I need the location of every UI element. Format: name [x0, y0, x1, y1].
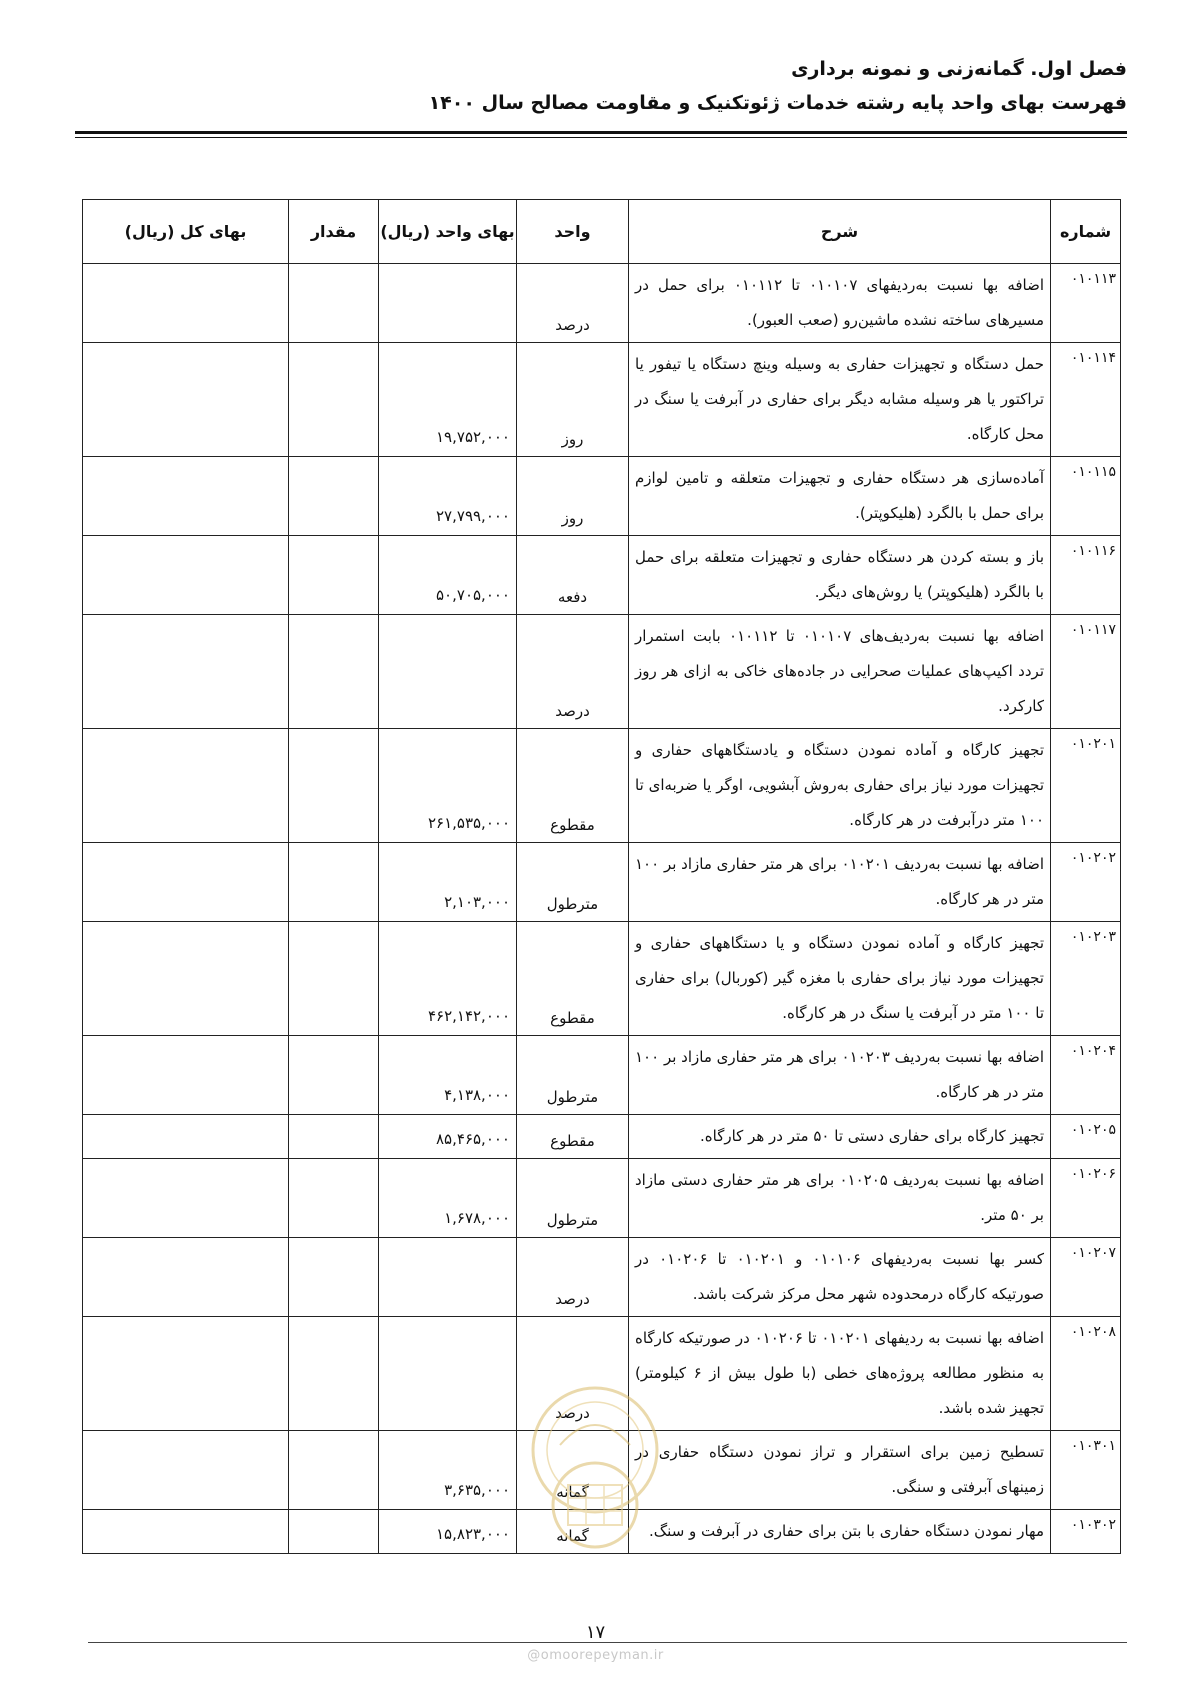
row-total-price: [83, 1510, 289, 1554]
row-total-price: [83, 343, 289, 457]
row-unit-price: ۲۷,۷۹۹,۰۰۰: [379, 457, 517, 536]
row-quantity: [289, 457, 379, 536]
row-unit: گمانه: [517, 1431, 629, 1510]
row-quantity: [289, 536, 379, 615]
row-total-price: [83, 457, 289, 536]
table-row: [83, 843, 1121, 922]
column-header-unit: واحد: [517, 200, 629, 264]
row-description: تجهیز کارگاه و آماده نمودن دستگاه و یا دستگاههای حفاری و تجهیزات مورد نیاز برای حفاری با مغزه گیر (کوربال) برای حفاری تا ۱۰۰ متر در آبرفت یا سنگ در هر کارگاه.: [629, 922, 1051, 1036]
table-row: [83, 729, 1121, 843]
row-quantity: [289, 1159, 379, 1238]
row-quantity: [289, 1510, 379, 1554]
row-number: ۰۱۰۲۰۶: [1051, 1159, 1121, 1238]
row-description: اضافه بها نسبت به‌ردیف ۰۱۰۲۰۳ برای هر متر حفاری مازاد بر ۱۰۰ متر در هر کارگاه.: [629, 1036, 1051, 1115]
row-unit-price: ۱۹,۷۵۲,۰۰۰: [379, 343, 517, 457]
table-row: [83, 1431, 1121, 1510]
row-number: ۰۱۰۱۱۴: [1051, 343, 1121, 457]
row-unit: درصد: [517, 264, 629, 343]
row-quantity: [289, 1238, 379, 1317]
row-unit: دفعه: [517, 536, 629, 615]
column-header-description: شرح: [629, 200, 1051, 264]
row-number: ۰۱۰۲۰۵: [1051, 1115, 1121, 1159]
row-quantity: [289, 1317, 379, 1431]
row-unit-price: ۵۰,۷۰۵,۰۰۰: [379, 536, 517, 615]
row-total-price: [83, 1036, 289, 1115]
row-unit: مترطول: [517, 1159, 629, 1238]
row-quantity: [289, 264, 379, 343]
table-row: [83, 1238, 1121, 1317]
table-row: [83, 536, 1121, 615]
row-description: آماده‌سازی هر دستگاه حفاری و تجهیزات متعلقه و تامین لوازم برای حمل با بالگرد (هلیکوپتر).: [629, 457, 1051, 536]
row-description: اضافه بها نسبت به‌ردیف ۰۱۰۲۰۱ برای هر متر حفاری مازاد بر ۱۰۰ متر در هر کارگاه.: [629, 843, 1051, 922]
row-unit: مقطوع: [517, 1115, 629, 1159]
row-unit: مترطول: [517, 1036, 629, 1115]
row-description: تجهیز کارگاه و آماده نمودن دستگاه و یادستگاههای حفاری و تجهیزات مورد نیاز برای حفاری به‌روش آبشویی، اوگر یا ضربه‌ای تا ۱۰۰ متر درآبرفت در هر کارگاه.: [629, 729, 1051, 843]
row-unit-price: ۲,۱۰۳,۰۰۰: [379, 843, 517, 922]
row-description: مهار نمودن دستگاه حفاری با بتن برای حفاری در آبرفت و سنگ.: [629, 1510, 1051, 1554]
row-total-price: [83, 1159, 289, 1238]
table-row: [83, 457, 1121, 536]
table-row: [83, 922, 1121, 1036]
row-quantity: [289, 922, 379, 1036]
row-quantity: [289, 343, 379, 457]
header-rule-thin: [75, 137, 1127, 138]
chapter-title: فصل اول. گمانه‌زنی و نمونه برداری: [791, 58, 1127, 80]
row-unit: گمانه: [517, 1510, 629, 1554]
row-total-price: [83, 615, 289, 729]
page-header: [75, 52, 1127, 120]
document-title: فهرست بهای واحد پایه رشته خدمات ژئوتکنیک و مقاومت مصالح سال ۱۴۰۰: [428, 92, 1127, 114]
row-unit-price: ۴۶۲,۱۴۲,۰۰۰: [379, 922, 517, 1036]
row-unit: مقطوع: [517, 922, 629, 1036]
row-number: ۰۱۰۲۰۱: [1051, 729, 1121, 843]
row-unit: مقطوع: [517, 729, 629, 843]
row-number: ۰۱۰۱۱۶: [1051, 536, 1121, 615]
table-body: [83, 264, 1121, 1554]
watermark-text: @omoorepeyman.ir: [527, 1648, 664, 1663]
table-row: [83, 1510, 1121, 1554]
row-number: ۰۱۰۱۱۷: [1051, 615, 1121, 729]
row-description: حمل دستگاه و تجهیزات حفاری به وسیله وینچ دستگاه یا تیفور یا تراکتور یا هر وسیله مشابه دیگر برای حفاری در آبرفت یا سنگ در محل کارگاه.: [629, 343, 1051, 457]
page-number: ۱۷: [585, 1622, 606, 1643]
row-quantity: [289, 1115, 379, 1159]
row-unit: درصد: [517, 1317, 629, 1431]
row-quantity: [289, 1036, 379, 1115]
row-unit-price: ۱۵,۸۲۳,۰۰۰: [379, 1510, 517, 1554]
row-total-price: [83, 729, 289, 843]
row-number: ۰۱۰۳۰۱: [1051, 1431, 1121, 1510]
row-unit-price: ۱,۶۷۸,۰۰۰: [379, 1159, 517, 1238]
column-header-number: شماره: [1051, 200, 1121, 264]
table-row: [83, 1036, 1121, 1115]
table-row: [83, 1159, 1121, 1238]
row-description: تجهیز کارگاه برای حفاری دستی تا ۵۰ متر در هر کارگاه.: [629, 1115, 1051, 1159]
row-total-price: [83, 536, 289, 615]
row-number: ۰۱۰۲۰۳: [1051, 922, 1121, 1036]
row-description: اضافه بها نسبت به‌ردیف‌های ۰۱۰۱۰۷ تا ۰۱۰۱۱۲ بابت استمرار تردد اکیپ‌های عملیات صحرایی در جاده‌های خاکی به ازای هر روز کارکرد.: [629, 615, 1051, 729]
column-header-unit-price: بهای واحد (ریال): [379, 200, 517, 264]
row-unit: مترطول: [517, 843, 629, 922]
row-unit: روز: [517, 457, 629, 536]
table-row: [83, 343, 1121, 457]
row-unit-price: [379, 615, 517, 729]
row-quantity: [289, 729, 379, 843]
row-number: ۰۱۰۱۱۳: [1051, 264, 1121, 343]
row-unit: روز: [517, 343, 629, 457]
row-description: اضافه بها نسبت به‌ردیفهای ۰۱۰۱۰۷ تا ۰۱۰۱۱۲ برای حمل در مسیرهای ساخته نشده ماشین‌رو (صعب العبور).: [629, 264, 1051, 343]
row-number: ۰۱۰۲۰۸: [1051, 1317, 1121, 1431]
row-description: کسر بها نسبت به‌ردیفهای ۰۱۰۱۰۶ و ۰۱۰۲۰۱ تا ۰۱۰۲۰۶ در صورتیکه کارگاه درمحدوده شهر محل مرکز شرکت باشد.: [629, 1238, 1051, 1317]
row-unit-price: [379, 264, 517, 343]
row-description: تسطیح زمین برای استقرار و تراز نمودن دستگاه حفاری در زمینهای آبرفتی و سنگی.: [629, 1431, 1051, 1510]
column-header-quantity: مقدار: [289, 200, 379, 264]
row-description: اضافه بها نسبت به‌ردیف ۰۱۰۲۰۵ برای هر متر حفاری دستی مازاد بر ۵۰ متر.: [629, 1159, 1051, 1238]
row-description: اضافه بها نسبت به ردیفهای ۰۱۰۲۰۱ تا ۰۱۰۲۰۶ در صورتیکه کارگاه به منظور مطالعه پروژه‌های خطی (با طول بیش از ۶ کیلومتر) تجهیز شده باشد.: [629, 1317, 1051, 1431]
price-list-table: [82, 199, 1121, 1554]
row-unit-price: [379, 1317, 517, 1431]
row-unit-price: ۴,۱۳۸,۰۰۰: [379, 1036, 517, 1115]
header-rule: [75, 131, 1127, 134]
row-unit-price: ۸۵,۴۶۵,۰۰۰: [379, 1115, 517, 1159]
row-total-price: [83, 1317, 289, 1431]
row-unit: درصد: [517, 615, 629, 729]
row-total-price: [83, 843, 289, 922]
row-total-price: [83, 1238, 289, 1317]
row-total-price: [83, 1431, 289, 1510]
table-row: [83, 264, 1121, 343]
row-quantity: [289, 843, 379, 922]
row-description: باز و بسته کردن هر دستگاه حفاری و تجهیزات متعلقه برای حمل با بالگرد (هلیکوپتر) یا روش‌های دیگر.: [629, 536, 1051, 615]
row-number: ۰۱۰۲۰۲: [1051, 843, 1121, 922]
table-header-row: [83, 200, 1121, 264]
row-unit-price: ۲۶۱,۵۳۵,۰۰۰: [379, 729, 517, 843]
column-header-total: بهای کل (ریال): [83, 200, 289, 264]
row-quantity: [289, 1431, 379, 1510]
footer-rule: [88, 1642, 1127, 1643]
row-unit-price: [379, 1238, 517, 1317]
row-number: ۰۱۰۱۱۵: [1051, 457, 1121, 536]
row-unit-price: ۳,۶۳۵,۰۰۰: [379, 1431, 517, 1510]
row-number: ۰۱۰۲۰۴: [1051, 1036, 1121, 1115]
table-row: [83, 1115, 1121, 1159]
row-total-price: [83, 264, 289, 343]
row-total-price: [83, 922, 289, 1036]
row-number: ۰۱۰۳۰۲: [1051, 1510, 1121, 1554]
row-total-price: [83, 1115, 289, 1159]
table-row: [83, 1317, 1121, 1431]
row-unit: درصد: [517, 1238, 629, 1317]
row-quantity: [289, 615, 379, 729]
table-row: [83, 615, 1121, 729]
row-number: ۰۱۰۲۰۷: [1051, 1238, 1121, 1317]
